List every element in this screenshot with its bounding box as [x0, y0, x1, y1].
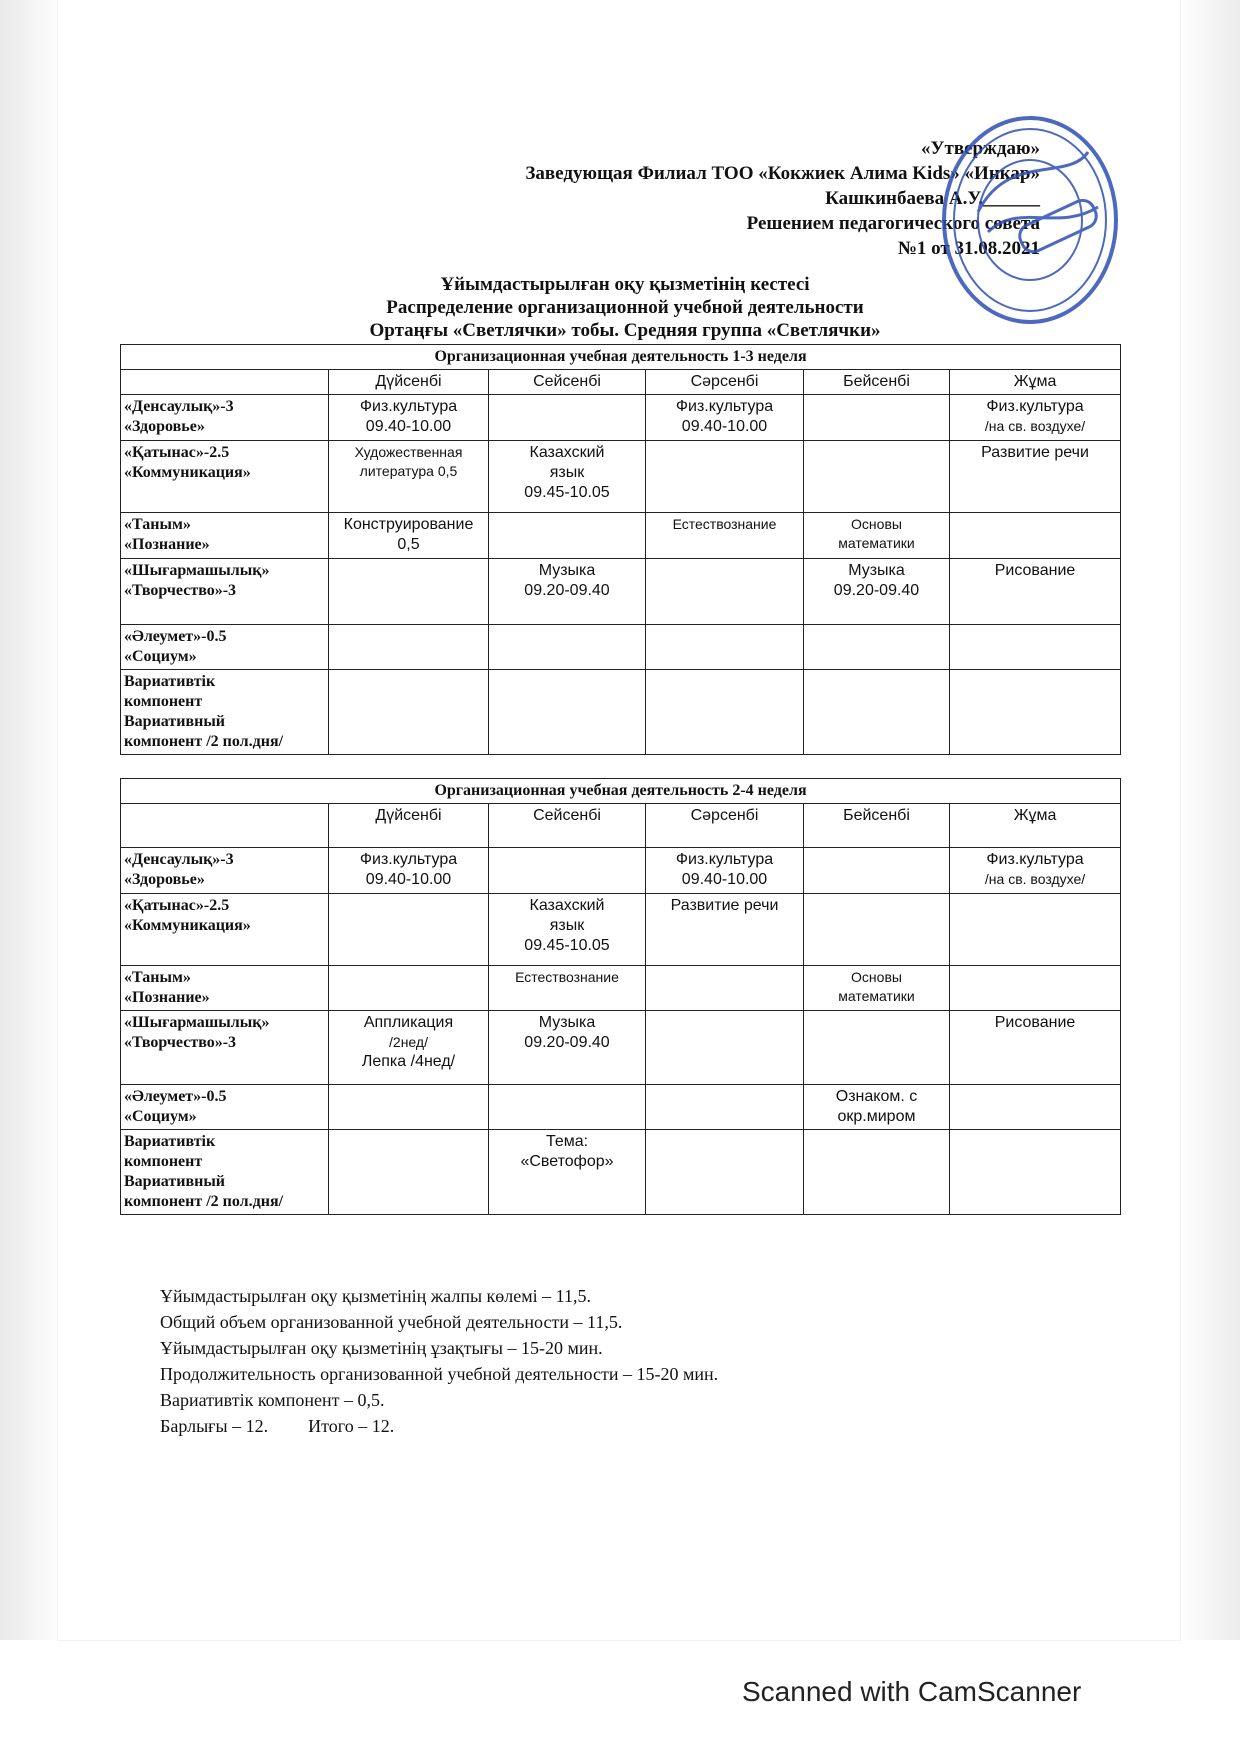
schedule-table-weeks-1-3: [120, 344, 1121, 755]
area-label-line: «Социум»: [124, 648, 197, 665]
note-line: Общий объем организованной учебной деятельности – 11,5.: [160, 1312, 623, 1332]
approval-line: Кашкинбаева А.У.______: [825, 188, 1040, 209]
education-area-cell: [121, 1130, 329, 1215]
approval-line: №1 от 31.08.2021: [897, 238, 1040, 259]
education-area-cell: [121, 513, 329, 559]
schedule-cell: [950, 894, 1121, 966]
cell-text-line: Развитие речи: [981, 444, 1089, 461]
table-row: [121, 848, 1121, 894]
education-area-cell: [121, 559, 329, 625]
approval-block: [525, 136, 1040, 261]
empty-corner-cell: [121, 804, 329, 848]
area-label-line: «Шығармашылық»: [124, 1014, 270, 1031]
schedule-cell: [489, 1085, 646, 1130]
schedule-cell: [804, 625, 950, 670]
note-line: Вариативтік компонент – 0,5.: [160, 1390, 385, 1410]
table-row: [121, 1085, 1121, 1130]
schedule-cell: [329, 1130, 489, 1215]
education-area-cell: [121, 670, 329, 755]
schedule-cell: [646, 513, 804, 559]
cell-text-line: 09.45-10.05: [524, 937, 610, 954]
area-label-line: «Қатынас»-2.5: [124, 897, 230, 914]
area-label-line: «Коммуникация»: [124, 917, 251, 934]
cell-text-line: Музыка: [538, 1014, 596, 1031]
education-area-cell: [121, 894, 329, 966]
schedule-cell: [804, 1011, 950, 1085]
schedule-cell: [489, 1130, 646, 1215]
schedule-cell: [329, 559, 489, 625]
table-row: [121, 894, 1121, 966]
area-label-line: компонент /2 пол.дня/: [124, 733, 284, 750]
schedule-cell: [646, 670, 804, 755]
title-kz: Ұйымдастырылған оқу қызметінің кестесі: [440, 274, 810, 295]
schedule-cell: [804, 894, 950, 966]
schedule-cell: [489, 441, 646, 513]
schedule-cell: [329, 395, 489, 441]
schedule-cell: [804, 670, 950, 755]
cell-text-line: /2нед/: [389, 1034, 428, 1050]
cell-text-line: Естествознание: [672, 516, 777, 532]
schedule-cell: [489, 848, 646, 894]
schedule-cell: [329, 1011, 489, 1085]
area-label-line: компонент: [124, 693, 203, 710]
schedule-cell: [489, 395, 646, 441]
schedule-cell: [804, 513, 950, 559]
schedule-cell: [329, 848, 489, 894]
schedule-cell: [646, 1011, 804, 1085]
cell-text-line: окр.миром: [837, 1108, 916, 1125]
cell-text-line: «Светофор»: [520, 1153, 614, 1170]
education-area-cell: [121, 625, 329, 670]
cell-text-line: Казахский: [529, 444, 605, 461]
schedule-cell: [489, 625, 646, 670]
cell-text-line: /на св. воздухе/: [984, 871, 1086, 887]
day-header: Жұма: [950, 370, 1121, 395]
table-row: [121, 1011, 1121, 1085]
table-row: [121, 625, 1121, 670]
cell-text-line: Казахский: [529, 897, 605, 914]
day-header: Бейсенбі: [804, 370, 950, 395]
schedule-cell: [646, 559, 804, 625]
cell-text-line: математики: [838, 535, 915, 551]
schedule-cell: [646, 441, 804, 513]
cell-text-line: Художественная: [354, 444, 463, 460]
cell-text-line: язык: [549, 917, 585, 934]
area-label-line: «Таным»: [124, 969, 191, 986]
cell-text-line: 09.40-10.00: [681, 871, 768, 888]
area-label-line: Вариативтік: [124, 673, 216, 690]
schedule-cell: [950, 1011, 1121, 1085]
note-line: Продолжительность организованной учебной деятельности – 15-20 мин.: [160, 1364, 719, 1384]
cell-text-line: Рисование: [994, 1014, 1076, 1031]
cell-text-line: Лепка /4нед/: [361, 1053, 456, 1070]
table-row: [121, 513, 1121, 559]
cell-text-line: 09.40-10.00: [681, 418, 768, 435]
area-label-line: «Әлеумет»-0.5: [124, 1088, 227, 1105]
schedule-cell: [329, 670, 489, 755]
scanner-watermark: Scanned with CamScanner: [742, 1676, 1082, 1707]
schedule-cell: [950, 625, 1121, 670]
cell-text-line: Ознаком. с: [835, 1088, 918, 1105]
cell-text-line: Тема:: [545, 1133, 589, 1150]
day-header: Дүйсенбі: [329, 370, 489, 395]
schedule-cell: [950, 848, 1121, 894]
day-header: Сәрсенбі: [646, 370, 804, 395]
cell-text-line: математики: [838, 988, 915, 1004]
area-label-line: «Здоровье»: [124, 418, 205, 435]
day-header: Сейсенбі: [489, 804, 646, 848]
area-label-line: «Социум»: [124, 1108, 197, 1125]
schedule-cell: [646, 1130, 804, 1215]
schedule-cell: [804, 966, 950, 1011]
schedule-cell: [646, 625, 804, 670]
cell-text-line: Основы: [851, 516, 902, 532]
schedule-cell: [329, 441, 489, 513]
education-area-cell: [121, 395, 329, 441]
area-label-line: «Творчество»-3: [124, 1034, 237, 1051]
schedule-cell: [329, 625, 489, 670]
schedule-cell: [329, 513, 489, 559]
schedule-cell: [489, 670, 646, 755]
schedule-cell: [950, 966, 1121, 1011]
empty-corner-cell: [121, 370, 329, 395]
area-label-line: «Здоровье»: [124, 871, 205, 888]
scan-right-edge: [1180, 0, 1240, 1640]
table-row: [121, 670, 1121, 755]
area-label-line: «Творчество»-3: [124, 582, 237, 599]
schedule-cell: [646, 966, 804, 1011]
schedule-cell: [950, 1130, 1121, 1215]
cell-text-line: язык: [549, 464, 585, 481]
note-line: Ұйымдастырылған оқу қызметінің жалпы көлемі – 11,5.: [160, 1286, 591, 1306]
education-area-cell: [121, 1085, 329, 1130]
cell-text-line: Физ.культура: [359, 398, 458, 415]
cell-text-line: Музыка: [538, 562, 596, 579]
schedule-cell: [489, 966, 646, 1011]
education-area-cell: [121, 441, 329, 513]
area-label-line: «Әлеумет»-0.5: [124, 628, 227, 645]
cell-text-line: Музыка: [848, 562, 905, 579]
area-label-line: «Денсаулық»-3: [124, 851, 234, 868]
education-area-cell: [121, 966, 329, 1011]
cell-text-line: 09.20-09.40: [524, 582, 610, 599]
day-header: Дүйсенбі: [329, 804, 489, 848]
cell-text-line: /на св. воздухе/: [984, 418, 1086, 434]
schedule-cell: [489, 559, 646, 625]
education-area-cell: [121, 848, 329, 894]
schedule-cell: [950, 441, 1121, 513]
cell-text-line: 0,5: [397, 536, 420, 553]
cell-text-line: 09.40-10.00: [365, 418, 452, 435]
schedule-cell: [804, 1130, 950, 1215]
cell-text-line: Основы: [851, 969, 902, 985]
cell-text-line: Физ.культура: [675, 851, 774, 868]
area-label-line: «Коммуникация»: [124, 464, 251, 481]
cell-text-line: Физ.культура: [359, 851, 458, 868]
cell-text-line: Рисование: [994, 562, 1076, 579]
area-label-line: компонент /2 пол.дня/: [124, 1193, 284, 1210]
schedule-cell: [804, 848, 950, 894]
schedule-cell: [489, 513, 646, 559]
area-label-line: «Шығармашылық»: [124, 562, 270, 579]
education-area-cell: [121, 1011, 329, 1085]
area-label-line: «Қатынас»-2.5: [124, 444, 230, 461]
document-title: [260, 273, 990, 342]
schedule-cell: [804, 559, 950, 625]
day-header: Бейсенбі: [804, 804, 950, 848]
day-header: Сәрсенбі: [646, 804, 804, 848]
schedule-cell: [329, 894, 489, 966]
schedule-cell: [950, 395, 1121, 441]
area-label-line: Вариативный: [124, 1173, 226, 1190]
cell-text-line: литература 0,5: [359, 463, 458, 479]
area-label-line: «Познание»: [124, 989, 210, 1006]
schedule-cell: [646, 848, 804, 894]
approval-line: «Утверждаю»: [921, 138, 1040, 159]
note-line: Ұйымдастырылған оқу қызметінің ұзақтығы – 15-20 мин.: [160, 1338, 603, 1358]
schedule-cell: [489, 894, 646, 966]
summary-notes: [160, 1283, 718, 1439]
cell-text-line: Физ.культура: [675, 398, 774, 415]
area-label-line: «Таным»: [124, 516, 191, 533]
note-line: Барлығы – 12. Итого – 12.: [160, 1416, 395, 1436]
schedule-cell: [804, 1085, 950, 1130]
cell-text-line: Развитие речи: [670, 897, 779, 914]
cell-text-line: Конструирование: [343, 516, 474, 533]
week-header: Организационная учебная деятельность 1-3 неделя: [121, 345, 1121, 370]
table-row: [121, 1130, 1121, 1215]
area-label-line: «Познание»: [124, 536, 210, 553]
schedule-cell: [950, 1085, 1121, 1130]
area-label-line: Вариативтік: [124, 1133, 216, 1150]
day-header: Сейсенбі: [489, 370, 646, 395]
title-group: Ортаңғы «Светлячки» тобы. Средняя группа «Светлячки»: [369, 320, 881, 341]
schedule-cell: [646, 1085, 804, 1130]
cell-text-line: Естествознание: [515, 969, 619, 985]
table-row: [121, 559, 1121, 625]
area-label-line: компонент: [124, 1153, 203, 1170]
title-ru: Распределение организационной учебной деятельности: [386, 297, 864, 318]
schedule-cell: [329, 966, 489, 1011]
area-label-line: Вариативный: [124, 713, 226, 730]
schedule-cell: [646, 894, 804, 966]
week-header: Организационная учебная деятельность 2-4 неделя: [121, 779, 1121, 804]
approval-line: Решением педагогического совета: [746, 213, 1040, 234]
schedule-table-weeks-2-4: [120, 778, 1121, 1215]
schedule-cell: [950, 670, 1121, 755]
cell-text-line: Аппликация: [363, 1014, 454, 1031]
table-row: [121, 966, 1121, 1011]
area-label-line: «Денсаулық»-3: [124, 398, 234, 415]
cell-text-line: Физ.культура: [986, 398, 1084, 415]
schedule-cell: [804, 395, 950, 441]
schedule-cell: [646, 395, 804, 441]
day-header: Жұма: [950, 804, 1121, 848]
approval-line: Заведующая Филиал ТОО «Кокжиек Алима Kids» «Инкар»: [525, 163, 1040, 184]
schedule-cell: [950, 559, 1121, 625]
cell-text-line: 09.45-10.05: [524, 484, 610, 501]
scan-left-edge: [0, 0, 58, 1640]
table-row: [121, 395, 1121, 441]
schedule-cell: [329, 1085, 489, 1130]
schedule-cell: [804, 441, 950, 513]
cell-text-line: 09.20-09.40: [833, 582, 920, 599]
cell-text-line: 09.40-10.00: [365, 871, 452, 888]
schedule-cell: [950, 513, 1121, 559]
schedule-cell: [489, 1011, 646, 1085]
cell-text-line: Физ.культура: [986, 851, 1084, 868]
cell-text-line: 09.20-09.40: [524, 1034, 610, 1051]
table-row: [121, 441, 1121, 513]
